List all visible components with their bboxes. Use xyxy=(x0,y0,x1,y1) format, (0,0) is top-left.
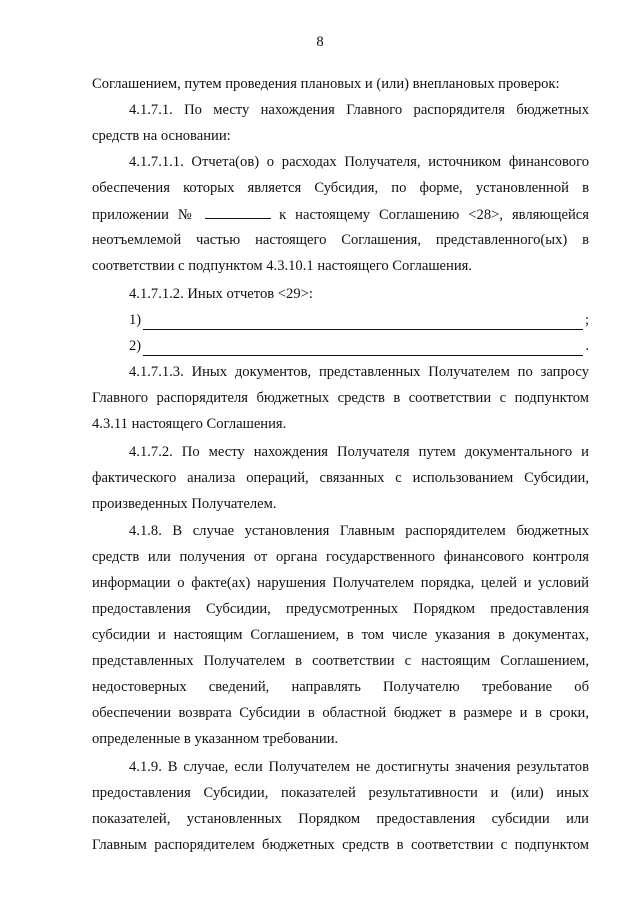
fill-in-rule xyxy=(143,341,583,356)
text-line: информации о факте(ах) нарушения Получателем порядка, целей и условий xyxy=(92,575,589,591)
list-item xyxy=(129,310,589,330)
text-line: Главным распорядителем бюджетных средств в соответствии с подпунктом xyxy=(92,837,589,853)
text-line: недостоверных сведений, направлять Получателю требование об xyxy=(92,679,589,695)
list-item-end: . xyxy=(585,338,589,354)
appendix-line xyxy=(92,204,589,224)
list-item-end: ; xyxy=(584,312,589,328)
text-line: средств на основании: xyxy=(92,128,231,144)
text-line: 4.1.7.1. По месту нахождения Главного распорядителя бюджетных xyxy=(129,102,589,118)
list-item-label: 2) xyxy=(129,338,142,354)
text-line: 4.1.8. В случае установления Главным распорядителем бюджетных xyxy=(129,523,589,539)
text-line: соответствии с подпунктом 4.3.10.1 настоящего Соглашения. xyxy=(92,258,473,274)
text-line: Главного распорядителя бюджетных средств в соответствии с подпунктом xyxy=(92,390,589,406)
text-line: 4.1.7.1.3. Иных документов, представленных Получателем по запросу xyxy=(129,364,589,380)
text-line: 4.3.11 настоящего Соглашения. xyxy=(92,416,287,432)
text-line: обеспечении возврата Субсидии в областной бюджет в размере и в сроки, xyxy=(92,705,589,721)
text-line: неотъемлемой частью настоящего Соглашения, представленного(ых) в xyxy=(92,232,589,248)
text-line: субсидии и настоящим Соглашением, в том числе указания в документах, xyxy=(92,627,589,643)
text-line: фактического анализа операций, связанных с использованием Субсидии, xyxy=(92,470,589,486)
text-line: предоставления Субсидии, показателей результативности и (или) иных xyxy=(92,785,589,801)
text-line: определенные в указанном требовании. xyxy=(92,731,339,747)
list-item-label: 1) xyxy=(129,312,142,328)
fill-in-rule xyxy=(143,315,583,330)
list-item xyxy=(129,336,589,356)
text-line: Соглашением, путем проведения плановых и (или) внеплановых проверок: xyxy=(92,76,560,92)
page-number: 8 xyxy=(316,34,324,50)
text-line: обеспечения которых является Субсидия, по форме, установленной в xyxy=(92,180,589,196)
text-line: показателей, установленных Порядком предоставления субсидии или xyxy=(92,811,589,827)
appendix-line-after: к настоящему Соглашению <28>, являющейся xyxy=(279,207,589,223)
text-line: средств или получения от органа государственного финансового контроля xyxy=(92,549,589,565)
text-line: 4.1.7.1.2. Иных отчетов <29>: xyxy=(129,286,313,302)
appendix-line-before: приложении № xyxy=(92,207,198,223)
text-line: 4.1.7.1.1. Отчета(ов) о расходах Получателя, источником финансового xyxy=(129,154,589,170)
text-line: представленных Получателем в соответствии с настоящим Соглашением, xyxy=(92,653,589,669)
text-line: предоставления Субсидии, предусмотренных Порядком предоставления xyxy=(92,601,589,617)
appendix-number-blank xyxy=(205,204,271,219)
text-line: 4.1.7.2. По месту нахождения Получателя путем документального и xyxy=(129,444,589,460)
text-line: произведенных Получателем. xyxy=(92,496,277,512)
text-line: 4.1.9. В случае, если Получателем не достигнуты значения результатов xyxy=(129,759,589,775)
